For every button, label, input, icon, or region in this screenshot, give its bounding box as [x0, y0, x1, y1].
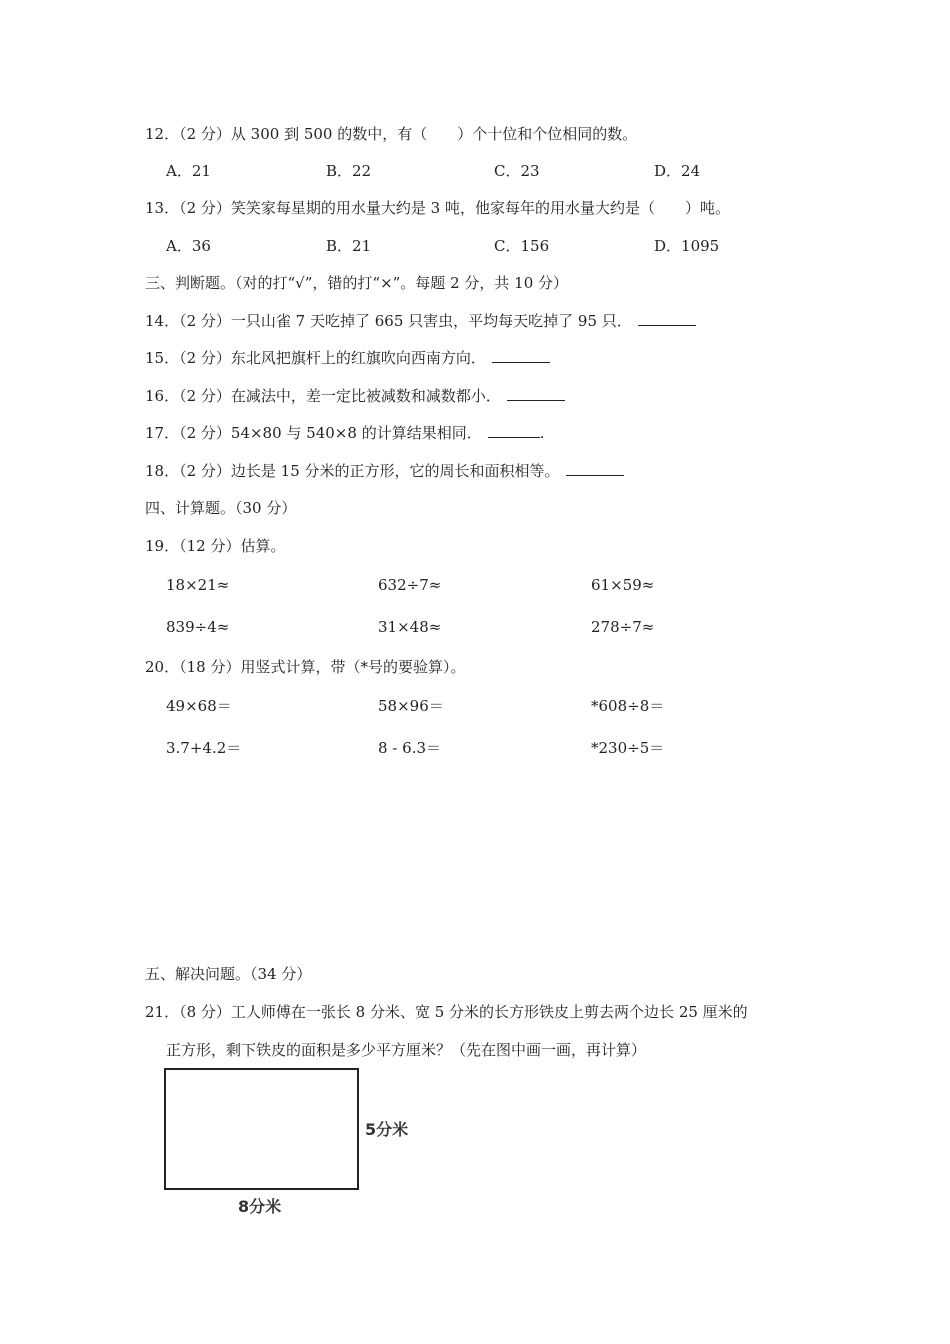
section-3-heading: 三、判断题。（对的打“√”，错的打“×”。每题 2 分，共 10 分） [145, 274, 569, 292]
estimate-item: 278÷7≈ [591, 618, 655, 636]
question-19: 19．（12 分）估算。 [145, 537, 286, 555]
question-17-text: 17．（2 分）54×80 与 540×8 的计算结果相同． [145, 424, 482, 442]
question-16 [145, 386, 565, 406]
q13-option-b: B．21 [326, 237, 372, 255]
question-18-text: 18．（2 分）边长是 15 分米的正方形，它的周长和面积相等。 [145, 462, 560, 480]
calc-item: 3.7+4.2＝ [166, 739, 242, 757]
section-5-heading: 五、解决问题。（34 分） [145, 965, 312, 983]
calc-item: 49×68＝ [166, 697, 232, 715]
question-12: 12．（2 分）从 300 到 500 的数中，有（ ）个十位和个位相同的数。 [145, 125, 638, 143]
answer-blank[interactable] [488, 423, 540, 438]
q13-option-c: C．156 [494, 237, 550, 255]
answer-blank[interactable] [507, 386, 565, 401]
question-14-text: 14．（2 分）一只山雀 7 天吃掉了 665 只害虫，平均每天吃掉了 95 只． [145, 312, 632, 330]
question-21-line-1: 21．（8 分）工人师傅在一张长 8 分米、宽 5 分米的长方形铁皮上剪去两个边长 25 厘米的 [145, 1003, 748, 1021]
question-18 [145, 461, 624, 481]
rectangle-figure[interactable] [160, 1062, 412, 1222]
question-17 [145, 423, 544, 443]
question-15-text: 15．（2 分）东北风把旗杆上的红旗吹向西南方向． [145, 349, 486, 367]
question-20: 20．（18 分）用竖式计算，带（*号的要验算）。 [145, 658, 466, 676]
estimate-item: 18×21≈ [166, 576, 230, 594]
answer-blank[interactable] [492, 348, 550, 363]
q12-option-a: A．21 [166, 162, 211, 180]
question-14 [145, 311, 696, 331]
answer-blank[interactable] [566, 461, 624, 476]
question-13: 13．（2 分）笑笑家每星期的用水量大约是 3 吨，他家每年的用水量大约是（ ）吨。 [145, 199, 730, 217]
q12-option-c: C．23 [494, 162, 540, 180]
estimate-item: 31×48≈ [378, 618, 442, 636]
q12-option-d: D．24 [654, 162, 701, 180]
question-21-line-2: 正方形，剩下铁皮的面积是多少平方厘米？（先在图中画一画，再计算） [166, 1041, 647, 1059]
q12-option-b: B．22 [326, 162, 372, 180]
estimate-item: 61×59≈ [591, 576, 655, 594]
calc-item: 58×96＝ [378, 697, 444, 715]
question-15 [145, 348, 550, 368]
q13-option-a: A．36 [166, 237, 211, 255]
section-4-heading: 四、计算题。（30 分） [145, 499, 297, 517]
calc-item: 8 - 6.3＝ [378, 739, 442, 757]
calc-item: *608÷8＝ [591, 697, 665, 715]
height-label: 5分米 [365, 1120, 409, 1139]
calc-item: *230÷5＝ [591, 739, 665, 757]
estimate-item: 839÷4≈ [166, 618, 230, 636]
iron-sheet-rectangle[interactable] [165, 1069, 358, 1189]
q13-option-d: D．1095 [654, 237, 720, 255]
estimate-item: 632÷7≈ [378, 576, 442, 594]
question-16-text: 16．（2 分）在减法中，差一定比被减数和减数都小． [145, 387, 501, 405]
width-label: 8分米 [238, 1197, 282, 1216]
question-17-period: . [539, 424, 545, 442]
answer-blank[interactable] [638, 311, 696, 326]
